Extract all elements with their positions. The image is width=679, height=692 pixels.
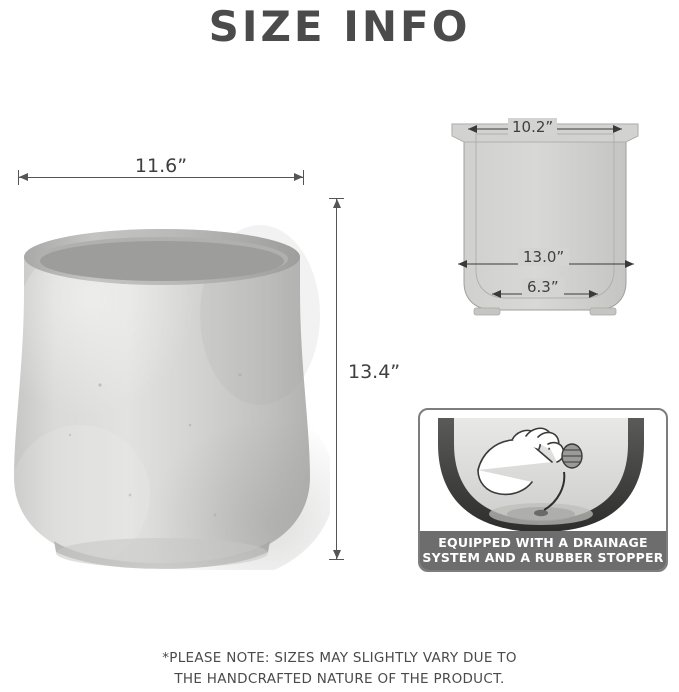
footnote-line2: THE HANDCRAFTED NATURE OF THE PRODUCT. bbox=[174, 671, 505, 687]
drainage-caption-line1: EQUIPPED WITH A DRAINAGE bbox=[438, 535, 648, 550]
height-dimension-line bbox=[336, 198, 337, 560]
width-dimension-line bbox=[18, 177, 304, 178]
drainage-caption-line2: SYSTEM AND A RUBBER STOPPER bbox=[422, 550, 664, 565]
section-overall-dimension-label: 13.0” bbox=[518, 248, 569, 266]
drainage-caption bbox=[420, 531, 666, 570]
section-top-dimension-label: 10.2” bbox=[508, 118, 557, 136]
height-dimension-cap-bottom bbox=[329, 559, 344, 560]
width-arrow-right-icon bbox=[294, 173, 303, 181]
cross-section-illustration bbox=[430, 112, 660, 337]
height-arrow-top-icon bbox=[333, 199, 341, 208]
drainage-callout bbox=[418, 408, 668, 572]
width-arrow-left-icon bbox=[19, 173, 28, 181]
planter-front-view bbox=[10, 140, 340, 570]
height-arrow-bottom-icon bbox=[333, 550, 341, 559]
width-dimension-label: 11.6” bbox=[134, 155, 188, 177]
planter-illustration bbox=[10, 195, 330, 570]
width-dimension-cap-right bbox=[303, 170, 304, 185]
planter-cross-section bbox=[430, 112, 660, 337]
height-dimension bbox=[320, 198, 410, 560]
page-title: SIZE INFO bbox=[208, 2, 471, 51]
footnote-line1: *PLEASE NOTE: SIZES MAY SLIGHTLY VARY DUE TO bbox=[162, 650, 517, 666]
width-dimension bbox=[18, 155, 304, 185]
section-base-dimension-label: 6.3” bbox=[522, 278, 564, 296]
footnote bbox=[0, 648, 679, 690]
height-dimension-label: 13.4” bbox=[348, 361, 401, 383]
